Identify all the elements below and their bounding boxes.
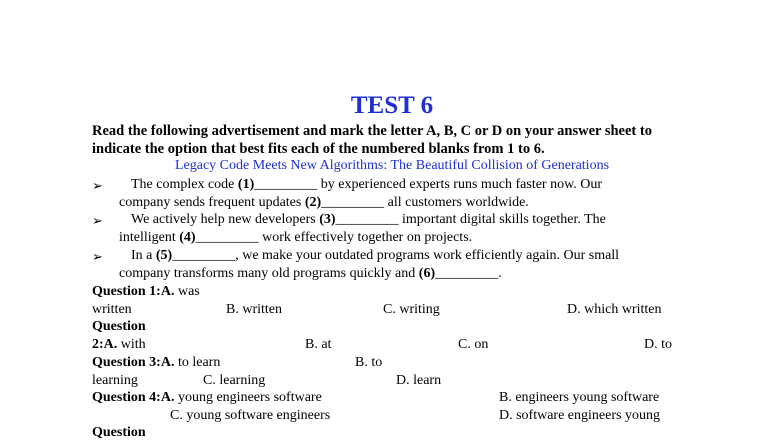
blank-number: (1): [237, 177, 255, 192]
blank-number: (2): [304, 195, 322, 210]
bullet-1-line-1: [131, 177, 602, 193]
blank-number: (4): [179, 230, 196, 245]
question-number: Question 1:: [92, 284, 161, 299]
question-1-label: [92, 284, 200, 300]
passage-title: Legacy Code Meets New Algorithms: The Beautiful Collision of Generations: [174, 158, 610, 173]
test-title: TEST 6: [350, 92, 434, 119]
question-4-label: [92, 390, 322, 406]
question-number: Question: [92, 425, 146, 440]
bullet-2-line-1: [131, 212, 606, 228]
question-1-option-b: B. written: [226, 302, 282, 317]
question-1-option-a-cont: written: [92, 302, 132, 317]
bullet-text: company sends frequent updates: [119, 195, 305, 210]
bullet-3-line-2: [119, 266, 502, 282]
bullet-text: intelligent: [119, 230, 180, 245]
question-2-option-d: D. to: [644, 337, 672, 352]
option-letter: A.: [103, 337, 118, 352]
bullet-text: company transforms many old programs quickly and: [119, 266, 419, 281]
option-text: with: [117, 337, 146, 352]
bullet-text: The complex code: [131, 177, 238, 192]
bullet-text: _________ important digital skills together. The: [335, 212, 606, 227]
bullet-text: _________ by experienced experts runs much faster now. Our: [254, 177, 603, 192]
question-4-option-b: B. engineers young software: [499, 390, 660, 405]
bullet-text: In a: [131, 248, 156, 263]
option-letter: A.: [160, 284, 175, 299]
bullet-3-line-1: [131, 248, 619, 264]
question-3-option-b: B. to: [355, 355, 383, 370]
option-text: to learn: [174, 355, 221, 370]
bullet-text: _________.: [435, 266, 502, 281]
question-number: Question 3:: [92, 355, 161, 370]
blank-number: (6): [418, 266, 436, 281]
question-3-option-b-cont: learning: [92, 373, 138, 388]
question-1-option-d: D. which written: [567, 302, 662, 317]
question-1-option-c: C. writing: [383, 302, 440, 317]
bullet-arrow-icon: ➢: [92, 178, 103, 193]
question-2-label: [92, 319, 146, 335]
option-letter: A.: [160, 390, 175, 405]
bullet-text: _________ work effectively together on projects.: [195, 230, 473, 245]
question-number: Question: [92, 319, 146, 334]
question-number: Question 4:: [92, 390, 161, 405]
bullet-1-line-2: [119, 195, 529, 211]
question-2-option-a: [92, 337, 146, 353]
instruction-line-1: Read the following advertisement and mark the letter A, B, C or D on your answer sheet to: [92, 123, 652, 139]
question-5-label: [92, 425, 146, 441]
bullet-text: We actively help new developers: [131, 212, 320, 227]
question-number: 2:: [92, 337, 104, 352]
bullet-arrow-icon: ➢: [92, 249, 103, 264]
question-4-option-d: D. software engineers young: [499, 408, 660, 423]
blank-number: (5): [155, 248, 173, 263]
bullet-arrow-icon: ➢: [92, 213, 103, 228]
option-letter: A.: [160, 355, 175, 370]
question-2-option-c: C. on: [458, 337, 489, 352]
option-text: young engineers software: [174, 390, 322, 405]
bullet-2-line-2: [119, 230, 472, 246]
question-3-label: [92, 355, 220, 371]
question-2-option-b: B. at: [305, 337, 332, 352]
instruction-line-2: indicate the option that best fits each of the numbered blanks from 1 to 6.: [92, 141, 545, 157]
option-text: was: [174, 284, 200, 299]
question-4-option-c: C. young software engineers: [170, 408, 331, 423]
bullet-text: _________ all customers worldwide.: [321, 195, 529, 210]
blank-number: (3): [319, 212, 336, 227]
question-3-option-c: C. learning: [203, 373, 266, 388]
question-3-option-d: D. learn: [396, 373, 442, 388]
bullet-text: _________, we make your outdated programs work efficiently again. Our small: [172, 248, 620, 263]
